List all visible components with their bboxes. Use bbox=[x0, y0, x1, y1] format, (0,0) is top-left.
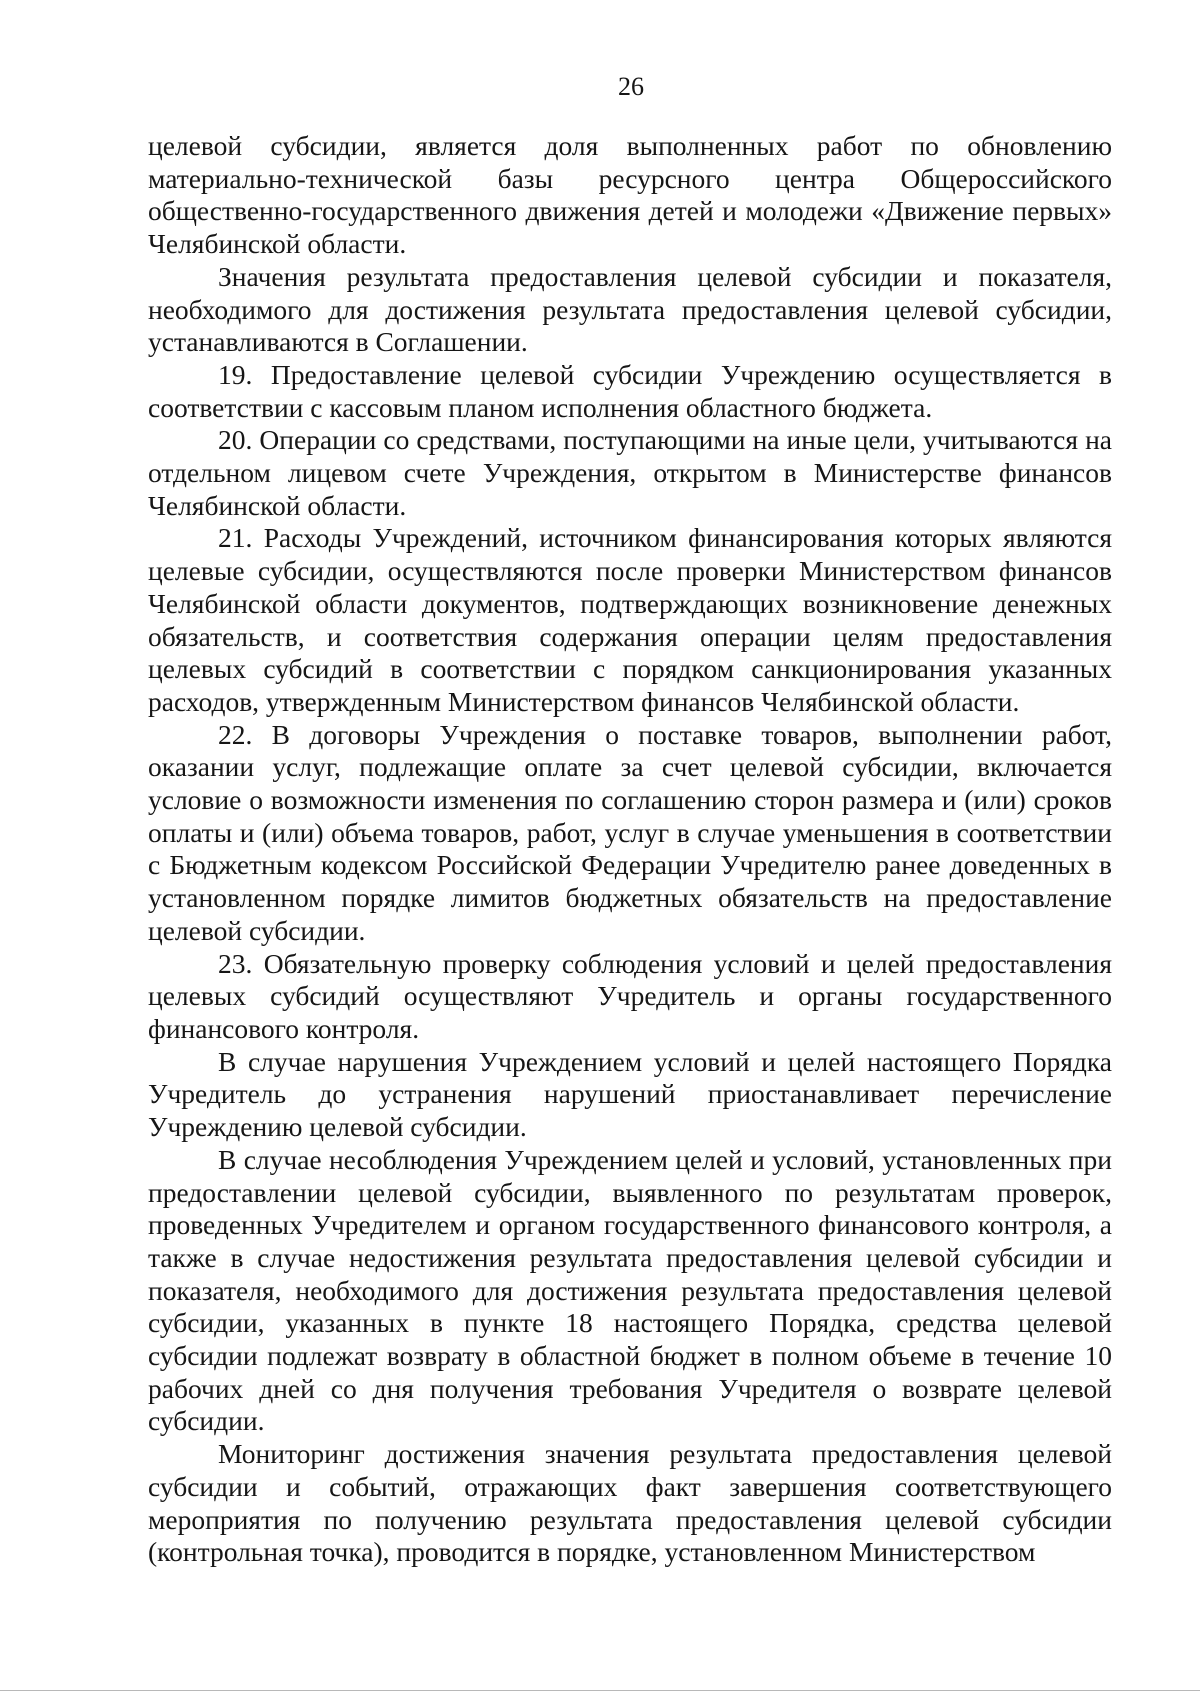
paragraph-result-values: Значения результата предоставления целевой субсидии и показателя, необходимого для достижения результата предоставления целевой субсидии, устанавливаются в Соглашении. bbox=[148, 260, 1112, 358]
paragraph-item-23: 23. Обязательную проверку соблюдения условий и целей предоставления целевых субсидий осуществляют Учредитель и органы государственного финансового контроля. bbox=[148, 947, 1112, 1044]
paragraph-violation: В случае нарушения Учреждением условий и целей настоящего Порядка Учредитель до устранения нарушений приостанавливает перечисление Учреждению целевой субсидии. bbox=[148, 1045, 1112, 1143]
paragraph-non-compliance: В случае несоблюдения Учреждением целей и условий, установленных при предоставлении целевой субсидии, выявленного по результатам проверок, проведенных Учредителем и органом государственного финансового контроля, а также в случае недостижения результата предоставления целевой субсидии и показателя, необходимого для достижения результата предоставления целевой субсидии, указанных в пункте 18 настоящего Порядка, средства целевой субсидии подлежат возврату в областной бюджет в полном объеме в течение 10 рабочих дней со дня получения требования Учредителя о возврате целевой субсидии. bbox=[148, 1143, 1112, 1437]
page-number: 26 bbox=[618, 72, 644, 101]
paragraph-item-22: 22. В договоры Учреждения о поставке товаров, выполнении работ, оказании услуг, подлежащие оплате за счет целевой субсидии, включается условие о возможности изменения по соглашению сторон размера и (или) сроков оплаты и (или) объема товаров, работ, услуг в случае уменьшения в соответствии с Бюджетным кодексом Российской Федерации Учредителю ранее доведенных в установленном порядке лимитов бюджетных обязательств на предоставление целевой субсидии. bbox=[148, 718, 1112, 946]
scan-bottom-edge bbox=[0, 1690, 1200, 1691]
paragraph-monitoring: Мониторинг достижения значения результата предоставления целевой субсидии и событий, отражающих факт завершения соответствующего мероприятия по получению результата предоставления целевой субсидии (контрольная точка), проводится в порядке, установленном Министерством bbox=[148, 1438, 1112, 1568]
paragraph-item-19: 19. Предоставление целевой субсидии Учреждению осуществляется в соответствии с кассовым планом исполнения областного бюджета. bbox=[148, 358, 1112, 423]
paragraph-continuation: целевой субсидии, является доля выполненных работ по обновлению материально-технической базы ресурсного центра Общероссийского общественно-государственного движения детей и молодежи «Движение первых» Челябинской области. bbox=[148, 130, 1112, 260]
paragraph-item-20: 20. Операции со средствами, поступающими на иные цели, учитываются на отдельном лицевом счете Учреждения, открытом в Министерстве финансов Челябинской области. bbox=[148, 424, 1112, 521]
document-body bbox=[148, 130, 1112, 1569]
paragraph-item-21: 21. Расходы Учреждений, источником финансирования которых являются целевые субсидии, осуществляются после проверки Министерством финансов Челябинской области документов, подтверждающих возникновение денежных обязательств, и соответствия содержания операции целям предоставления целевых субсидий в соответствии с порядком санкционирования указанных расходов, утвержденным Министерством финансов Челябинской области. bbox=[148, 522, 1112, 717]
